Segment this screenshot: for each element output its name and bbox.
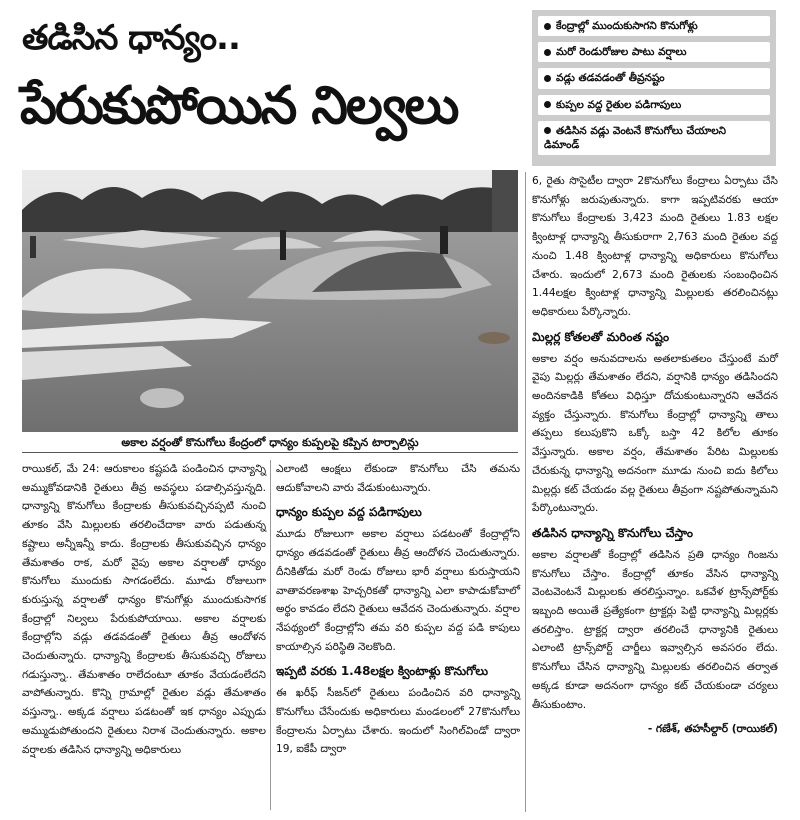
paragraph: మూడు రోజులుగా అకాల వర్షాలు పడటంతో కేంద్రాల్లోని ధాన్యం తడవడంతో రైతులు తీవ్ర ఆందోళన చెందుతున్నారు. దీనికితోడు మరో రెండు రోజులు భారీ వర్షాలు కురుస్తాయని వాతావరణశాఖ హెచ్చరికతో ధాన్యాన్ని ఎలా కాపాడుకోవాలో అర్థం కావడం లేదని రైతులు ఆవేదన చెందుతున్నారు. వర్షాల నేపథ్యంలో కేంద్రాల్లోని తమ వరి కుప్పల వద్ద పడి కాపులు కాయాల్సిన పరిస్థితి నెలకొంది.: [276, 528, 520, 653]
subheading: ధాన్యం కుప్పల వద్ద పడిగాపులు: [276, 505, 422, 520]
news-photo: [22, 170, 518, 432]
article-column-3: [532, 172, 778, 739]
kicker: తడిసిన ధాన్యం..: [22, 18, 240, 58]
paragraph: రాయికల్, మే 24: ఆరుకాలం కష్టపడి పండించిన ధాన్యాన్ని అమ్ముకోవడానికి రైతులు తీవ్ర అవస్థలు పడాల్సివస్తున్నది. ధాన్యాన్ని కొనుగోలు కేంద్రాలకు తీసుకువచ్చినప్పటి నుంచి తూకం వేసి మిల్లులకు తరలించేదాకా వారు పడుతున్న కష్టాలు అన్నీఇన్నీ కాదు. కేంద్రాలకు తీసుకువచ్చిన ధాన్యం తేమశాతం రాక, మరో వైపు అకాల వర్షాలతో ధాన్యం కొనుగోలు ముందుకు సాగడంలేదు. మూడు రోజులుగా కురుస్తున్న వర్షాలతో ధాన్యం కొనుగోళ్లు ముందుకుసాగక కేంద్రాల్లో నిల్వలు పేరుకుపోయాయి. అకాల వర్షాలకు కేంద్రాల్లోని వడ్లు తడవడంతో రైతులు తీవ్ర ఆందోళన చెందుతున్నారు. ధాన్యాన్ని కేంద్రాలకు తీసుకువచ్చి రోజులు గడుస్తున్నా.. తేమశాతం రాలేదంటూ తూకం వేయడంలేదని వాపోతున్నారు. కొన్ని గ్రామాల్లో రైతుల వడ్లు తేమశాతం వస్తున్నా.. అక్కడ వర్షాలు పడటంతో ఇక ధాన్యం ఎప్పుడు అమ్ముడుపోతుందని రైతులు నిరాశ చెందుతున్నారు. అకాల వర్షాలకు తడిసిన ధాన్యాన్ని అధికారులు: [22, 463, 266, 756]
bullet-icon: [544, 101, 551, 108]
bullet-icon: [544, 127, 551, 134]
highlight-item: కేంద్రాల్లో ముందుకుసాగని కొనుగోళ్లు: [538, 16, 770, 36]
highlight-item: మరో రెండురోజుల పాటు వర్షాలు: [538, 42, 770, 62]
subheading: ఇప్పటి వరకు 1.48లక్షల క్వింటాళ్లు కొనుగోలు: [276, 664, 488, 679]
paragraph: ఈ ఖరీఫ్ సీజన్‌లో రైతులు పండించిన వరి ధాన్యాన్ని కొనుగోలు చేసేందుకు అధికారులు మండలంలో 27కొనుగోలు కేంద్రాలను ఏర్పాటు చేశారు. ఇందులో సింగిల్‌విండో ద్వారా 19, ఐకేపీ ద్వారా: [276, 687, 520, 756]
highlights-box: [532, 10, 776, 166]
byline: - గణేశ్, తహసీల్దార్ (రాయికల్): [647, 723, 778, 736]
highlight-item: తడిసిన వడ్లు వెంటనే కొనుగోలు చేయాలని డిమాండ్: [538, 121, 770, 155]
highlight-item: కుప్పల వద్ద రైతుల పడిగాపులు: [538, 95, 770, 115]
divider: [22, 452, 518, 453]
bullet-icon: [544, 23, 551, 30]
photo-caption: అకాల వర్షంతో కొనుగోలు కేంద్రంలో ధాన్యం కుప్పలపై కప్పిన టార్పాలిన్లు: [121, 436, 419, 449]
subheading: మిల్లర్ల కోతలతో మరింత నష్టం: [532, 329, 670, 344]
article-column-2: [276, 460, 520, 759]
paragraph: అకాల వర్షాలతో కేంద్రాల్లో తడిసిన ప్రతి ధాన్యం గింజను కొనుగోలు చేస్తాం. కేంద్రాల్లో తూకం వేసిన ధాన్యాన్ని వెంటవెంటనే మిల్లులకు తరలిస్తున్నాం. ఒకవేళ ట్రాన్స్‌పోర్ట్‌కు ఇబ్బంది అయితే ప్రత్యేకంగా ట్రాక్టర్లు పెట్టి ధాన్యాన్ని మిల్లర్లకు తరలిస్తాం. ట్రాక్టర్ల ద్వారా తరలించే ధాన్యానికి రైతులు ఎలాంటి ట్రాన్స్‌పోర్ట్ చార్జీలు ఇవ్వాల్సిన అవసరం లేదు. కొనుగోలు చేసిన ధాన్యాన్ని మిల్లులకు తరలించిన తర్వాత అక్కడ కూడా అదనంగా ధాన్యం కట్ చేయకుండా చర్యలు తీసుకుంటాం.: [532, 548, 778, 711]
photo-illustration: [22, 170, 518, 432]
highlight-item: వడ్లు తడవడంతో తీవ్రనష్టం: [538, 68, 770, 88]
column-divider: [270, 460, 271, 810]
paragraph: అకాల వర్షం అనువదాలను అతలాకుతలం చేస్తుంటే మరో వైపు మిల్లర్లు తేమశాతం లేదని, వర్షానికి ధాన్యం తడిసిందని అందినకాడికి కోతలు విధిస్తూ దోచుకుంటున్నారని ఆవేదన వ్యక్తం చేస్తున్నారు. కొనుగోలు కేంద్రాల్లో ధాన్యాన్ని తాలు తప్పలు కలుపుకొని ఒక్కో బస్తా 42 కిలోల తూకం వేస్తున్నారు. అకాల వర్షం, తేమశాతం పేరిట మిల్లులకు చేరుకున్న ధాన్యాన్ని అదనంగా మూడు నుంచి ఐదు కిలోలు మిల్లర్లు కట్ చేయడం వల్ల రైతులు తీవ్రంగా నష్టపోతున్నామని పేర్కొంటున్నారు.: [532, 352, 778, 515]
bullet-icon: [544, 49, 551, 56]
paragraph: ఎలాంటి ఆంక్షలు లేకుండా కొనుగోలు చేసి తమను ఆదుకోవాలని వారు వేడుకుంటున్నారు.: [276, 463, 520, 494]
headline: పేరుకుపోయిన నిల్వలు: [20, 76, 458, 136]
paragraph: 6, రైతు సొసైటీల ద్వారా 2కొనుగోలు కేంద్రాలు ఏర్పాటు చేసి కొనుగోళ్లు జరుపుతున్నారు. కాగా ఇప్పటివరకు ఆయా కొనుగోలు కేంద్రాలకు 3,423 మంది రైతులు 1.83 లక్షల క్వింటాళ్ల ధాన్యాన్ని తీసుకురాగా 2,763 మంది రైతుల వద్ద నుంచి 1.48 క్వింటాళ్ల ధాన్యాన్ని అధికారులు కొనుగోలు చేశారు. ఇందులో 2,673 మంది రైతులకు సంబంధించిన 1.44లక్షల క్వింటాళ్ల ధాన్యాన్ని మిల్లులకు తరలించినట్లు అధికారులు పేర్కొన్నారు.: [532, 175, 778, 318]
column-divider: [525, 172, 526, 812]
bullet-icon: [544, 75, 551, 82]
subheading: తడిసిన ధాన్యాన్ని కొనుగోలు చేస్తాం: [532, 525, 693, 540]
article-column-1: [22, 460, 266, 759]
